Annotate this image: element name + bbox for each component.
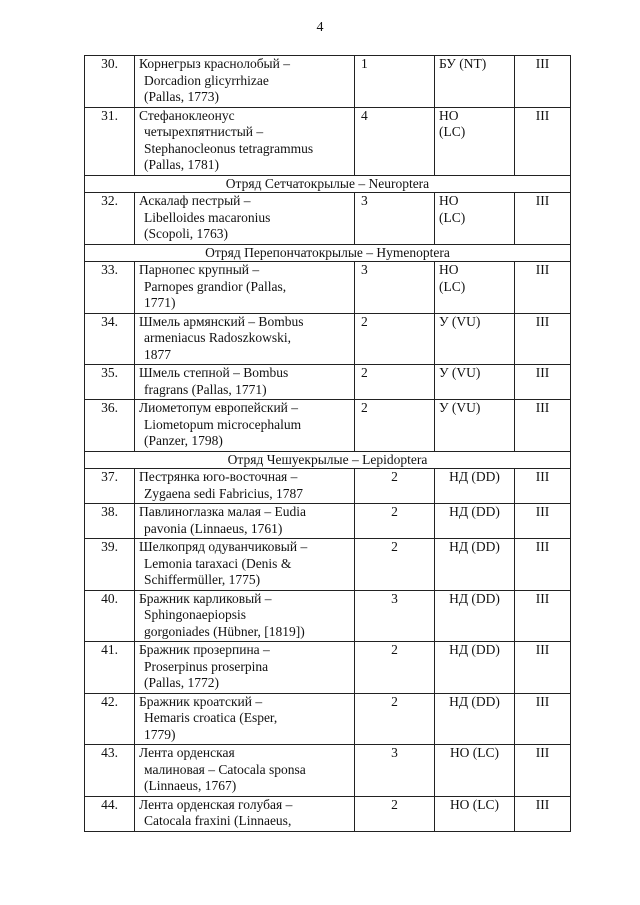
category-value: 2 — [355, 693, 435, 745]
regional-status: III — [515, 693, 571, 745]
table-row — [85, 262, 571, 314]
row-number: 34. — [85, 313, 135, 365]
species-name-line: Parnopes grandior (Pallas, — [144, 278, 287, 294]
row-number: 31. — [85, 107, 135, 175]
order-heading: Отряд Чешуекрылые – Lepidoptera — [85, 451, 571, 469]
row-number: 33. — [85, 262, 135, 314]
species-name-line: Павлиноглазка малая – Eudia — [139, 504, 306, 519]
table-row — [85, 469, 571, 504]
category-value: 4 — [355, 107, 435, 175]
row-number: 35. — [85, 365, 135, 400]
category-value: 2 — [355, 400, 435, 452]
species-name-line: Libelloides macaronius — [144, 209, 271, 225]
status-line: (LC) — [439, 124, 466, 139]
species-name-line: 1877 — [144, 346, 171, 362]
regional-status: III — [515, 796, 571, 831]
regional-status: III — [515, 365, 571, 400]
row-number: 37. — [85, 469, 135, 504]
species-name — [135, 693, 355, 745]
status-value: НД (DD) — [435, 590, 515, 642]
category-value: 3 — [355, 745, 435, 797]
row-number: 42. — [85, 693, 135, 745]
species-name-line: Proserpinus proserpina — [144, 658, 269, 674]
status-value: У (VU) — [435, 400, 515, 452]
species-table — [84, 55, 571, 832]
row-number: 44. — [85, 796, 135, 831]
order-row — [85, 175, 571, 193]
category-value: 3 — [355, 262, 435, 314]
species-name-line: Пестрянка юго-восточная – — [139, 469, 298, 484]
table-row — [85, 642, 571, 694]
category-value: 2 — [355, 469, 435, 504]
species-name — [135, 400, 355, 452]
species-name-line: Бражник кроатский – — [139, 693, 263, 709]
species-name-line: 1771) — [144, 295, 176, 310]
status-value — [435, 193, 515, 245]
table-row — [85, 796, 571, 831]
status-value: НД (DD) — [435, 469, 515, 504]
regional-status: III — [515, 469, 571, 504]
status-value: НД (DD) — [435, 539, 515, 591]
category-value: 2 — [355, 504, 435, 539]
status-value: НД (DD) — [435, 504, 515, 539]
species-name-line: Лента орденская — [139, 745, 235, 760]
regional-status: III — [515, 400, 571, 452]
table-row — [85, 313, 571, 365]
species-name-line: Stephanocleonus tetragrammus — [144, 140, 314, 156]
status-line: НО — [439, 107, 459, 123]
order-heading: Отряд Сетчатокрылые – Neuroptera — [85, 175, 571, 193]
species-name-line: Liometopum microcephalum — [144, 416, 302, 432]
category-value: 2 — [355, 365, 435, 400]
status-line: НО — [439, 262, 459, 277]
species-name-line: 1779) — [144, 726, 176, 742]
species-name-line: Аскалаф пестрый – — [139, 193, 251, 208]
species-name-line: armeniacus Radoszkowski, — [144, 330, 291, 345]
category-value: 2 — [355, 313, 435, 365]
order-row — [85, 244, 571, 262]
species-name-line: Шмель армянский – Bombus — [139, 313, 304, 329]
species-name-line: (Scopoli, 1763) — [144, 226, 228, 241]
status-value: У (VU) — [435, 365, 515, 400]
category-value: 3 — [355, 590, 435, 642]
status-value — [435, 107, 515, 175]
table-row — [85, 693, 571, 745]
regional-status: III — [515, 504, 571, 539]
species-name — [135, 56, 355, 108]
species-name-line: Бражник карликовый – — [139, 590, 272, 606]
species-name-line: (Linnaeus, 1767) — [144, 778, 237, 793]
regional-status: III — [515, 539, 571, 591]
species-name-line: Lemonia taraxaci (Denis & — [144, 555, 292, 571]
species-name-line: fragrans (Pallas, 1771) — [144, 381, 267, 397]
species-name — [135, 469, 355, 504]
regional-status: III — [515, 193, 571, 245]
regional-status: III — [515, 262, 571, 314]
regional-status: III — [515, 745, 571, 797]
species-name — [135, 642, 355, 694]
species-name-line: Шелкопряд одуванчиковый – — [139, 539, 308, 554]
table-row — [85, 539, 571, 591]
species-name-line: малиновая – Catocala sponsa — [144, 761, 306, 777]
status-value: НД (DD) — [435, 642, 515, 694]
row-number: 43. — [85, 745, 135, 797]
row-number: 32. — [85, 193, 135, 245]
regional-status: III — [515, 642, 571, 694]
status-value: НД (DD) — [435, 693, 515, 745]
species-name — [135, 539, 355, 591]
species-name — [135, 193, 355, 245]
species-name-line: Zygaena sedi Fabricius, 1787 — [144, 485, 303, 501]
species-name-line: Шмель степной – Bombus — [139, 365, 289, 380]
row-number: 39. — [85, 539, 135, 591]
row-number: 36. — [85, 400, 135, 452]
species-name-line: pavonia (Linnaeus, 1761) — [144, 520, 283, 536]
row-number: 38. — [85, 504, 135, 539]
species-name — [135, 745, 355, 797]
species-name-line: Лента орденская голубая – — [139, 796, 293, 812]
species-name-line: (Pallas, 1772) — [144, 675, 219, 690]
regional-status: III — [515, 590, 571, 642]
order-heading: Отряд Перепончатокрылые – Hymenoptera — [85, 244, 571, 262]
status-value: У (VU) — [435, 313, 515, 365]
table-row — [85, 400, 571, 452]
species-name — [135, 313, 355, 365]
species-name-line: Sphingonaepiopsis — [144, 607, 247, 622]
species-name-line: gorgoniades (Hübner, [1819]) — [144, 623, 305, 639]
species-name-line: Бражник прозерпина – — [139, 642, 270, 657]
page-number: 4 — [316, 20, 324, 35]
regional-status: III — [515, 56, 571, 108]
status-line: (LC) — [439, 209, 466, 225]
species-name — [135, 504, 355, 539]
status-value: БУ (NT) — [435, 56, 515, 108]
row-number: 41. — [85, 642, 135, 694]
table-row — [85, 504, 571, 539]
species-name-line: Catocala fraxini (Linnaeus, — [144, 813, 292, 828]
row-number: 40. — [85, 590, 135, 642]
table-row — [85, 745, 571, 797]
table-row — [85, 590, 571, 642]
species-name-line: Schiffermüller, 1775) — [144, 572, 261, 587]
table-row — [85, 365, 571, 400]
order-row — [85, 451, 571, 469]
species-name-line: Корнегрыз краснолобый – — [139, 56, 290, 71]
species-name — [135, 796, 355, 831]
status-value: НО (LC) — [435, 796, 515, 831]
category-value: 2 — [355, 642, 435, 694]
category-value: 2 — [355, 796, 435, 831]
species-name-line: (Pallas, 1773) — [144, 89, 219, 104]
species-name — [135, 590, 355, 642]
regional-status: III — [515, 107, 571, 175]
species-name-line: Hemaris croatica (Esper, — [144, 710, 278, 725]
species-name-line: Стефаноклеонус — [139, 107, 235, 123]
species-name-line: четырехпятнистый – — [144, 124, 264, 139]
status-value — [435, 262, 515, 314]
status-value: НО (LC) — [435, 745, 515, 797]
category-value: 1 — [355, 56, 435, 108]
status-line: НО — [439, 193, 459, 208]
species-name — [135, 365, 355, 400]
category-value: 3 — [355, 193, 435, 245]
table-row — [85, 193, 571, 245]
species-name-line: (Panzer, 1798) — [144, 433, 223, 448]
species-name-line: (Pallas, 1781) — [144, 157, 219, 172]
regional-status: III — [515, 313, 571, 365]
table-body — [85, 56, 571, 832]
species-name — [135, 107, 355, 175]
status-line: (LC) — [439, 278, 466, 294]
row-number: 30. — [85, 56, 135, 108]
species-name-line: Парнопес крупный – — [139, 262, 260, 277]
category-value: 2 — [355, 539, 435, 591]
table-row — [85, 107, 571, 175]
species-name-line: Лиометопум европейский – — [139, 400, 299, 415]
table-row — [85, 56, 571, 108]
species-name-line: Dorcadion glicyrrhizae — [144, 72, 269, 88]
species-name — [135, 262, 355, 314]
